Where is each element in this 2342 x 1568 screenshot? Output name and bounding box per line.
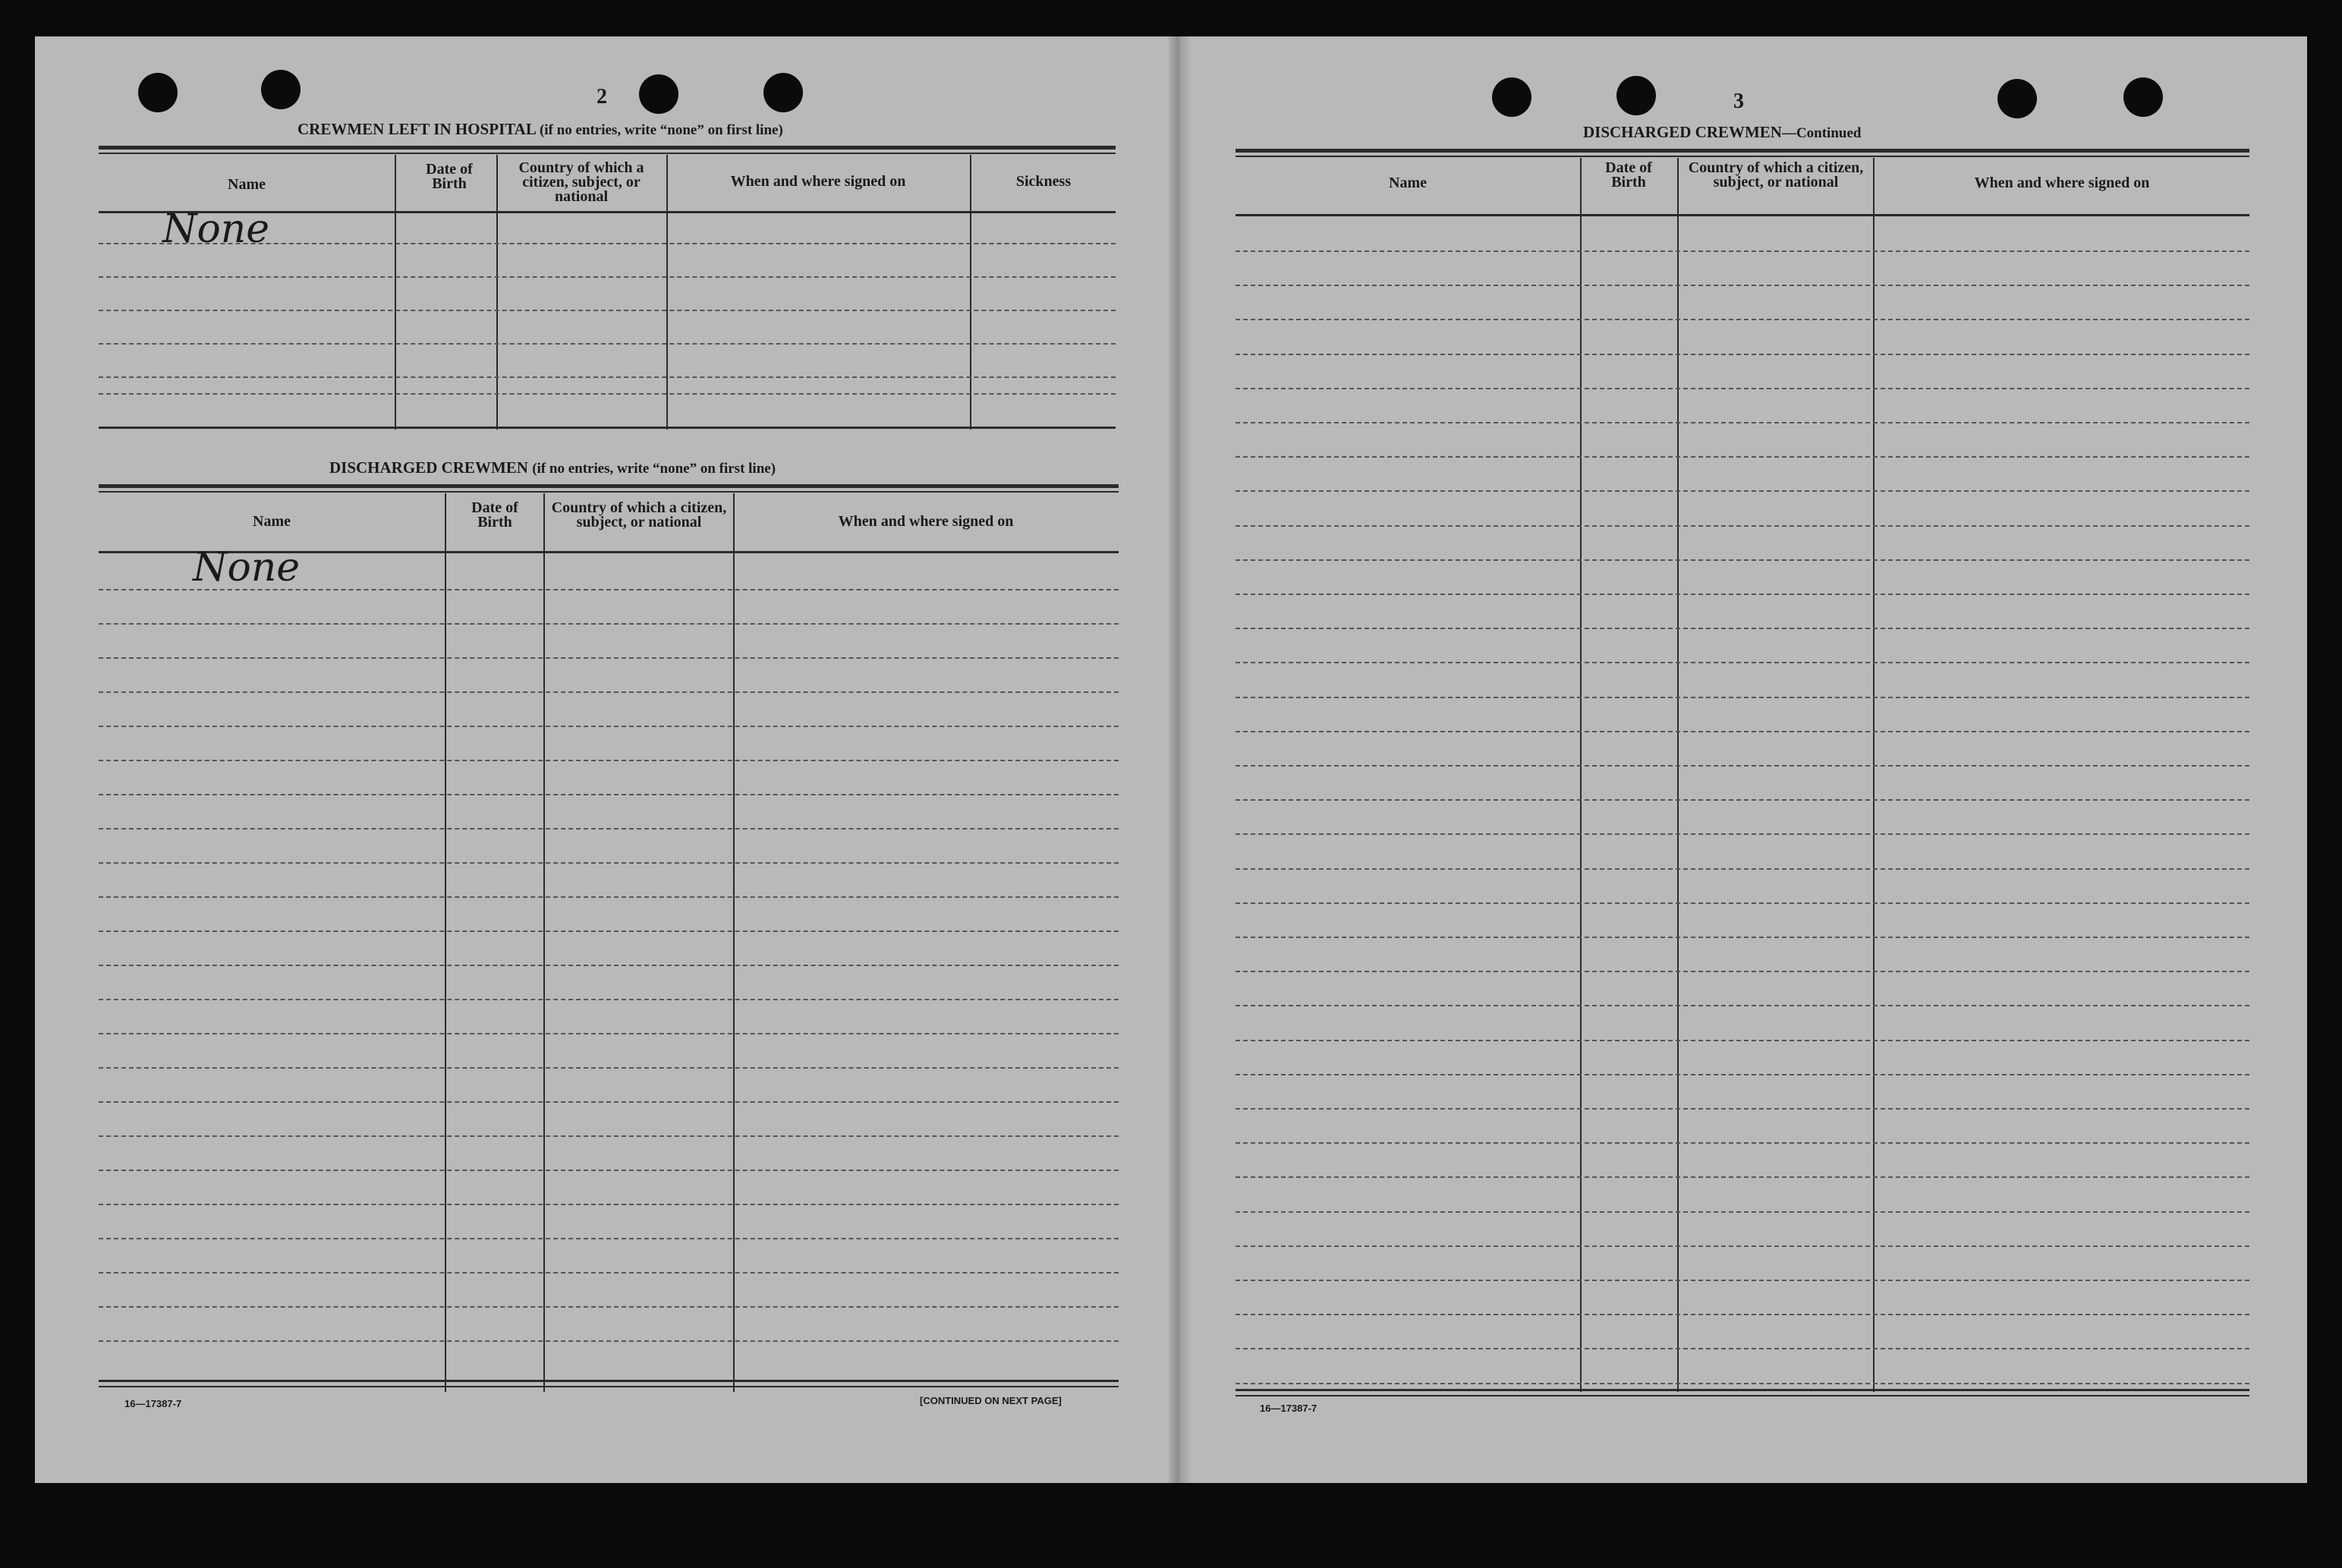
column-divider xyxy=(733,493,735,1392)
column-header-name: Name xyxy=(1389,175,1427,191)
row-line xyxy=(1236,628,2249,629)
row-line xyxy=(99,1272,1119,1274)
section-instruction: (if no entries, write “none” on first line) xyxy=(532,461,776,477)
row-line xyxy=(99,1306,1119,1308)
column-divider xyxy=(445,493,446,1392)
column-header-name: Name xyxy=(228,176,266,193)
row-line xyxy=(1236,697,2249,698)
punch-hole xyxy=(1997,79,2037,118)
row-line xyxy=(1236,456,2249,458)
row-line xyxy=(1236,422,2249,423)
table-top-rule xyxy=(99,146,1116,150)
column-divider xyxy=(1580,158,1582,1392)
row-line xyxy=(1236,1348,2249,1349)
table-top-rule xyxy=(99,491,1119,493)
row-line xyxy=(1236,937,2249,938)
row-line xyxy=(99,828,1119,830)
column-divider xyxy=(666,155,668,430)
punch-hole xyxy=(261,70,301,109)
hospital-table xyxy=(99,146,1116,428)
hospital-section-title xyxy=(297,120,783,139)
row-line xyxy=(99,1135,1119,1137)
row-line xyxy=(99,726,1119,727)
column-header-signed-on: When and where signed on xyxy=(838,513,1014,530)
continued-note: [CONTINUED ON NEXT PAGE] xyxy=(920,1395,1062,1406)
row-line xyxy=(1236,1074,2249,1075)
punch-hole xyxy=(639,74,678,114)
row-line xyxy=(1236,559,2249,561)
column-divider xyxy=(1677,158,1679,1392)
row-line xyxy=(1236,1245,2249,1247)
row-line xyxy=(1236,319,2249,320)
table-top-rule xyxy=(1236,149,2249,153)
form-number: 16—17387-7 xyxy=(124,1398,182,1409)
row-line xyxy=(1236,1280,2249,1281)
column-header-country: Country of which a citizen, subject, or national xyxy=(518,159,644,205)
column-divider xyxy=(1873,158,1875,1392)
row-line xyxy=(99,1101,1119,1103)
table-bottom-rule xyxy=(1236,1395,2249,1396)
handwritten-none: None xyxy=(162,206,270,252)
punch-hole xyxy=(763,73,803,112)
section-suffix: —Continued xyxy=(1781,125,1862,141)
section-title-text: DISCHARGED CREWMEN xyxy=(329,458,528,477)
row-line xyxy=(1236,1211,2249,1213)
discharged-table xyxy=(99,484,1119,1392)
row-line xyxy=(1236,902,2249,904)
row-line xyxy=(1236,799,2249,801)
table-top-rule xyxy=(99,153,1116,154)
row-line xyxy=(1236,1108,2249,1110)
row-line xyxy=(99,999,1119,1000)
row-line xyxy=(99,760,1119,761)
page-number: 2 xyxy=(597,85,607,109)
row-line xyxy=(1236,1040,2249,1041)
row-line xyxy=(1236,354,2249,355)
column-header-name: Name xyxy=(253,513,291,530)
table-bottom-rule xyxy=(99,1386,1119,1387)
row-line xyxy=(99,310,1116,311)
discharged-continued-title xyxy=(1583,123,1861,142)
row-line xyxy=(99,657,1119,659)
row-line xyxy=(1236,594,2249,595)
section-instruction: (if no entries, write “none” on first line) xyxy=(539,122,783,138)
row-line xyxy=(99,930,1119,932)
row-line xyxy=(1236,1005,2249,1006)
row-line xyxy=(99,862,1119,864)
punch-hole xyxy=(138,73,178,112)
row-line xyxy=(1236,388,2249,389)
row-line xyxy=(1236,833,2249,835)
column-divider xyxy=(496,155,498,430)
table-top-rule xyxy=(99,484,1119,488)
column-header-date-of-birth: Date of Birth xyxy=(1605,159,1652,190)
punch-hole xyxy=(1616,76,1656,115)
row-line xyxy=(1236,1176,2249,1178)
handwritten-none: None xyxy=(193,545,301,590)
column-divider xyxy=(395,155,396,430)
column-divider xyxy=(543,493,545,1392)
row-line xyxy=(1236,1383,2249,1384)
punch-hole xyxy=(2123,77,2163,117)
column-header-country: Country of which a citizen, subject, or national xyxy=(551,499,727,531)
table-bottom-rule xyxy=(99,427,1116,429)
row-line xyxy=(1236,1314,2249,1315)
row-line xyxy=(99,376,1116,378)
section-title-text: DISCHARGED CREWMEN xyxy=(1583,123,1782,141)
column-header-sickness: Sickness xyxy=(1015,173,1072,190)
row-line xyxy=(99,691,1119,693)
table-top-rule xyxy=(1236,156,2249,157)
row-line xyxy=(1236,490,2249,492)
table-bottom-rule xyxy=(1236,1389,2249,1391)
row-line xyxy=(1236,868,2249,870)
row-line xyxy=(99,896,1119,898)
row-line xyxy=(99,1340,1119,1342)
row-line xyxy=(99,276,1116,278)
column-header-signed-on: When and where signed on xyxy=(1974,175,2150,191)
column-header-signed-on: When and where signed on xyxy=(730,173,906,190)
page-number: 3 xyxy=(1733,90,1744,113)
row-line xyxy=(99,1238,1119,1239)
column-header-country: Country of which a citizen, subject, or national xyxy=(1688,159,1864,190)
column-divider xyxy=(970,155,971,430)
row-line xyxy=(1236,285,2249,286)
discharged-continued-table xyxy=(1236,149,2249,1398)
row-line xyxy=(99,393,1116,395)
row-line xyxy=(99,1033,1119,1034)
discharged-section-title xyxy=(329,458,776,477)
row-line xyxy=(99,1067,1119,1069)
row-line xyxy=(1236,765,2249,767)
row-line xyxy=(1236,250,2249,252)
header-rule xyxy=(1236,214,2249,216)
row-line xyxy=(99,1170,1119,1171)
column-header-date-of-birth: Date of Birth xyxy=(471,499,518,531)
row-line xyxy=(1236,971,2249,972)
form-number: 16—17387-7 xyxy=(1260,1403,1317,1414)
column-header-date-of-birth: Date of Birth xyxy=(426,161,473,192)
punch-hole xyxy=(1492,77,1531,117)
row-line xyxy=(1236,662,2249,663)
row-line xyxy=(99,623,1119,625)
page-fold xyxy=(1169,36,1190,1483)
row-line xyxy=(1236,525,2249,527)
row-line xyxy=(99,965,1119,966)
table-bottom-rule xyxy=(99,1380,1119,1382)
row-line xyxy=(99,794,1119,795)
row-line xyxy=(1236,731,2249,732)
row-line xyxy=(1236,1142,2249,1144)
row-line xyxy=(99,343,1116,345)
row-line xyxy=(99,1204,1119,1205)
section-title-text: CREWMEN LEFT IN HOSPITAL xyxy=(297,120,536,138)
